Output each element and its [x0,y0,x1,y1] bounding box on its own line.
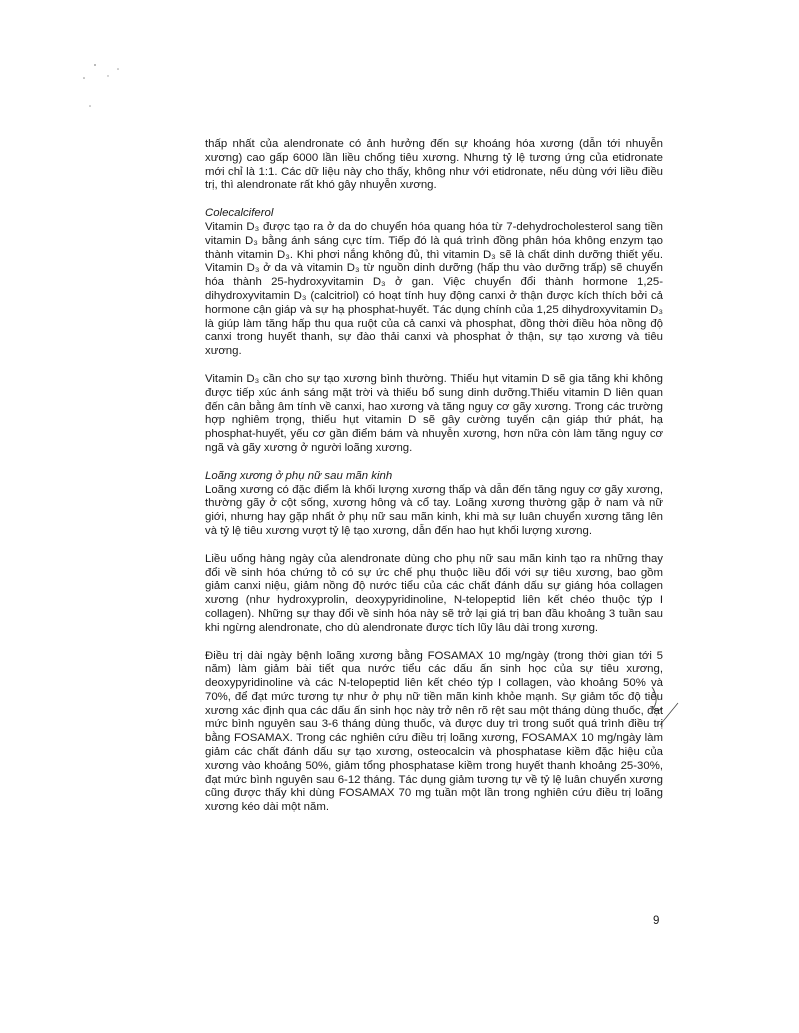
scan-speck-marks [70,60,140,120]
page-number: 9 [653,915,660,927]
paragraph-osteoporosis-2: Liều uống hàng ngày của alendronate dùng cho phụ nữ sau mãn kinh tạo ra những thay đổi về sinh hóa chứng tỏ có sự ức chế phụ thuộc liều đối với sự tiêu xương, bao gồm giảm canxi niệu, giảm nồng độ nước tiểu của các chất đánh dấu sự giáng hóa collagen xương (như hydroxyprolin, deoxypyridinoline, N-telopeptid liên kết chéo thuộc týp I collagen). Những sự thay đổi về sinh hóa này sẽ trở lại giá trị ban đầu khoảng 3 tuần sau khi ngừng alendronate, cho dù alendronate được tích lũy lâu dài trong xương. [205,552,663,634]
paragraph-colecalciferol-2: Vitamin D₃ cần cho sự tạo xương bình thường. Thiếu hụt vitamin D sẽ gia tăng khi không được tiếp xúc ánh sáng mặt trời và thiếu bổ sung dinh dưỡng.Thiếu vitamin D liên quan đến cân bằng âm tính về canxi, hao xương và tăng nguy cơ gãy xương. Trong các trường hợp nghiêm trọng, thiếu hụt vitamin D sẽ gây cường tuyến cận giáp thứ phát, hạ phosphat-huyết, yếu cơ gần điểm bám và nhuyễn xương, hơn nữa còn làm tăng nguy cơ ngã và gãy xương ở người loãng xương. [205,372,663,454]
section-heading-osteoporosis: Loãng xương ở phụ nữ sau mãn kinh [205,469,393,482]
paragraph-colecalciferol-1: Vitamin D₃ được tạo ra ở da do chuyển hóa quang hóa từ 7-dehydrocholesterol sang tiền vitamin D₃ bằng ánh sáng cực tím. Tiếp đó là quá trình đồng phân hóa không enzym tạo thành vitamin D₃. Khi phơi nắng không đủ, thì vitamin D₃ sẽ là chất dinh dưỡng thiết yếu. Vitamin D₃ ở da và vitamin D₃ từ nguồn dinh dưỡng (hấp thu vào dưỡng trấp) sẽ chuyển hóa thành 25-hydroxyvitamin D₃ ở gan. Việc chuyển đổi thành hormone 1,25-dihydroxyvitamin D₃ (calcitriol) có hoạt tính huy động canxi ở thận được kích thích bởi cả hormone cận giáp và sự hạ phosphat-huyết. Tác dụng chính của 1,25 dihydroxyvitamin D₃ là giúp làm tăng hấp thu qua ruột của cả canxi và phosphat, đồng thời điều hòa nồng độ canxi trong huyết thanh, sự đào thải canxi và phosphat ở thận, sự tạo xương và tiêu xương. [205,220,663,358]
section-heading-colecalciferol: Colecalciferol [205,207,274,220]
paragraph-alendronate-intro: thấp nhất của alendronate có ảnh hưởng đến sự khoáng hóa xương (dẫn tới nhuyễn xương) cao gấp 6000 lần liều chống tiêu xương. Nhưng tỷ lệ tương ứng của etidronate mới chỉ là 1:1. Các dữ liệu này cho thấy, không như với etidronate, nếu dùng với liều điều trị, thì alendronate rất khó gây nhuyễn xương. [205,138,663,192]
page-body [205,138,663,829]
paragraph-osteoporosis-3: Điều trị dài ngày bệnh loãng xương bằng FOSAMAX 10 mg/ngày (trong thời gian tới 5 năm) làm giảm bài tiết qua nước tiểu các dấu ấn sinh học của sự tiêu xương, deoxypyridinoline và các N-telopeptid liên kết chéo týp I collagen, vào khoảng 50% và 70%, để đạt mức tương tự như ở phụ nữ tiền mãn kinh khỏe mạnh. Sự giảm tốc độ tiêu xương xác định qua các dấu ấn sinh học này trở nên rõ rệt sau một tháng dùng thuốc, đạt mức bình nguyên sau 3-6 tháng dùng thuốc, và được duy trì trong suốt quá trình điều trị bằng FOSAMAX. Trong các nghiên cứu điều trị loãng xương, FOSAMAX 10 mg/ngày làm giảm các chất đánh dấu sự tạo xương, osteocalcin và phosphatase kiềm đặc hiệu của xương vào khoảng 50%, giảm tổng phosphatase kiềm trong huyết thanh khoảng 25-30%, đạt mức bình nguyên sau 6-12 tháng. Tác dụng giảm tương tự về tỷ lệ luân chuyển xương cũng được thấy khi dùng FOSAMAX 70 mg tuần một lần trong nghiên cứu điều trị loãng xương kéo dài một năm. [205,649,663,814]
paragraph-osteoporosis-1: Loãng xương có đặc điểm là khối lượng xương thấp và dẫn đến tăng nguy cơ gãy xương, thường gãy ở cột sống, xương hông và cổ tay. Loãng xương thường gặp ở nam và nữ giới, nhưng hay gặp nhất ở phụ nữ sau mãn kinh, khi mà sự luân chuyển xương tăng lên và tỷ lệ tiêu xương vượt tỷ lệ tạo xương, dẫn đến hao hụt khối lượng xương. [205,483,663,537]
